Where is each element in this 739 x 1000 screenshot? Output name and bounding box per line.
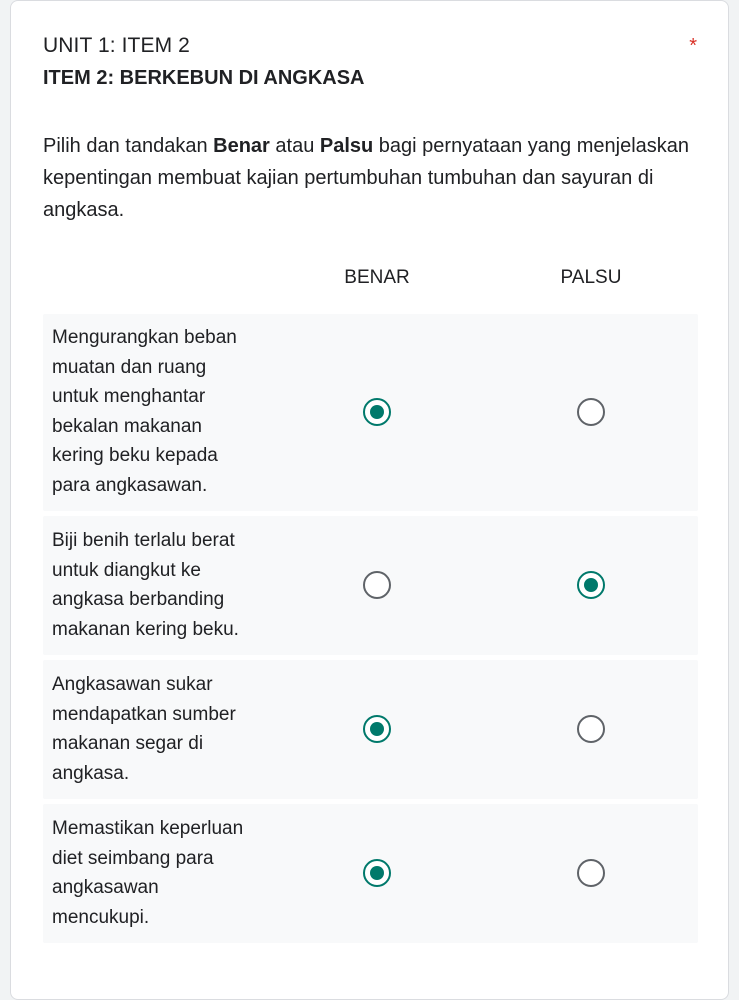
instructions-palsu: Palsu — [319, 135, 374, 157]
required-marker: * — [689, 35, 697, 57]
grid-row-2 — [43, 516, 698, 655]
question-instructions — [43, 130, 693, 226]
radio-benar-row-2[interactable] — [363, 571, 391, 599]
grid-row-3 — [43, 660, 698, 799]
radio-benar-row-1[interactable] — [363, 398, 391, 426]
question-card — [10, 0, 729, 1000]
grid-row-4 — [43, 804, 698, 943]
radio-selected-dot — [584, 578, 598, 592]
radio-palsu-row-2[interactable] — [577, 571, 605, 599]
instructions-text-3: bagi pernyataan yang menjelaskan kepentingan membuat kajian pertumbuhan tumbuhan dan sayuran di angkasa. — [43, 135, 690, 221]
instructions-text-1: Pilih dan tandakan — [43, 135, 214, 157]
radio-selected-dot — [370, 722, 384, 736]
column-header-benar: BENAR — [344, 267, 410, 288]
grid-row-1 — [43, 314, 698, 511]
radio-palsu-row-4[interactable] — [577, 859, 605, 887]
radio-benar-row-4[interactable] — [363, 859, 391, 887]
row-label: Mengurangkan beban muatan dan ruang untuk menghantar bekalan makanan kering beku kepada para angkasawan. — [52, 327, 237, 496]
radio-palsu-row-3[interactable] — [577, 715, 605, 743]
radio-selected-dot — [370, 405, 384, 419]
row-label: Angkasawan sukar mendapatkan sumber makanan segar di angkasa. — [52, 674, 236, 784]
column-header-palsu: PALSU — [560, 267, 622, 288]
radio-palsu-row-1[interactable] — [577, 398, 605, 426]
instructions-benar: Benar — [213, 135, 270, 157]
instructions-text-2: atau — [269, 135, 320, 157]
item-title: ITEM 2: BERKEBUN DI ANGKASA — [43, 67, 365, 89]
row-label: Memastikan keperluan diet seimbang para angkasawan mencukupi. — [52, 818, 244, 928]
radio-benar-row-3[interactable] — [363, 715, 391, 743]
row-label: Biji benih terlalu berat untuk diangkut ke angkasa berbanding makanan kering beku. — [52, 530, 239, 640]
unit-title: UNIT 1: ITEM 2 — [43, 34, 190, 57]
radio-selected-dot — [370, 866, 384, 880]
